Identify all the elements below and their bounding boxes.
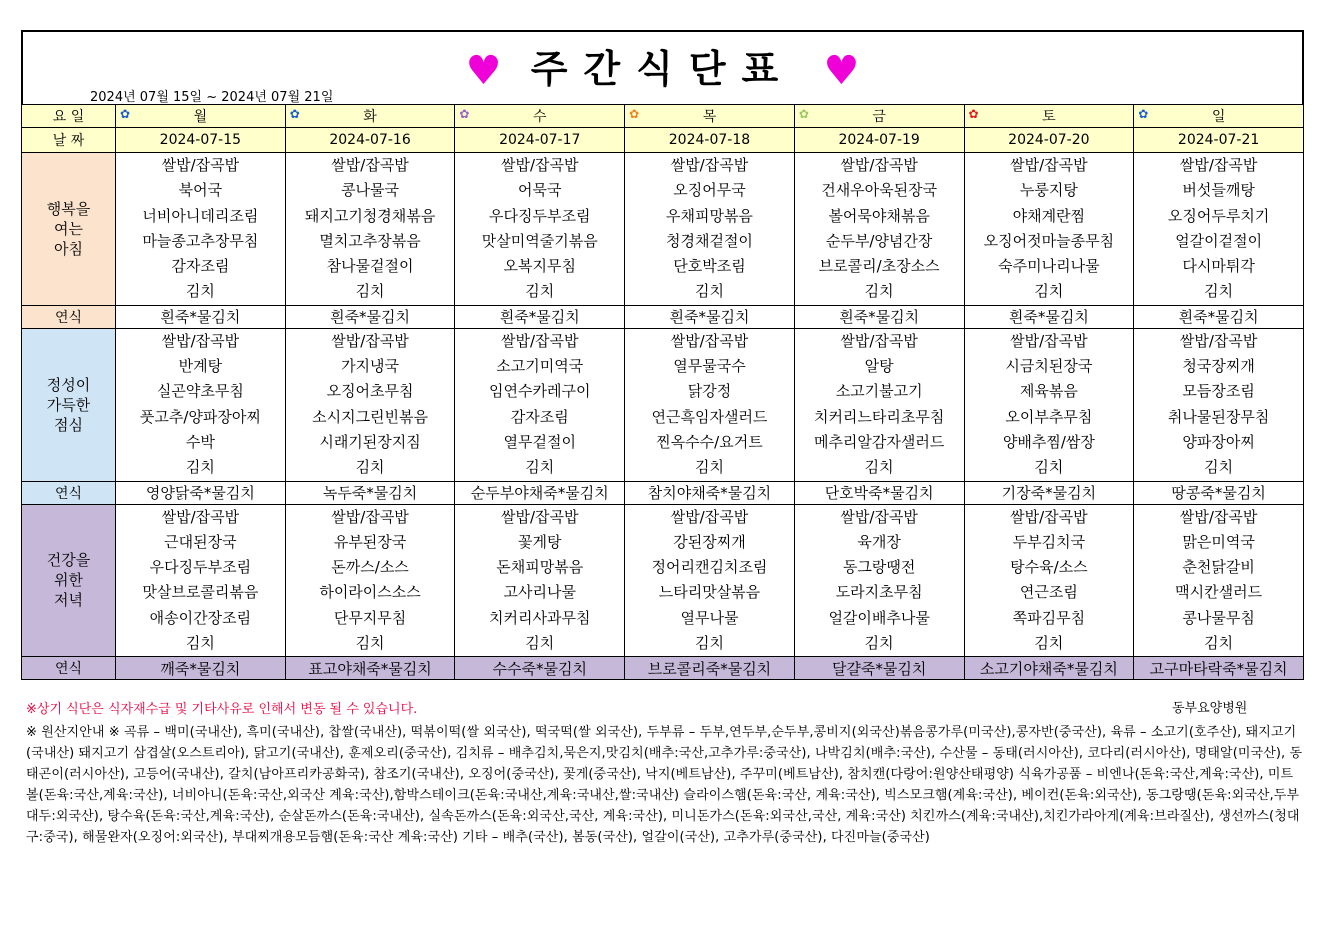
breakfast-menu-cell bbox=[1134, 153, 1304, 306]
day-date: 2024-07-19 bbox=[794, 128, 964, 153]
meal-label-line: 행복을 bbox=[46, 199, 91, 218]
dinner-menu-cell bbox=[1134, 504, 1304, 657]
lunch-snack: 기장죽*물김치 bbox=[964, 481, 1134, 504]
title-text: 주간식단표 bbox=[530, 47, 795, 91]
menu-item: 김치 bbox=[185, 282, 215, 301]
dinner-snack: 달걀죽*물김치 bbox=[794, 657, 964, 680]
lunch-snack: 녹두죽*물김치 bbox=[285, 481, 455, 504]
flower-icon: ✿ bbox=[459, 107, 470, 121]
dinner-snack: 고구마타락죽*물김치 bbox=[1134, 657, 1304, 680]
lunch-snack: 땅콩죽*물김치 bbox=[1134, 481, 1304, 504]
lunch-menu-cell bbox=[455, 328, 625, 481]
breakfast-snack: 흰죽*물김치 bbox=[964, 305, 1134, 328]
menu-item: 청경채겉절이 bbox=[665, 231, 753, 250]
menu-item: 건새우아욱된장국 bbox=[821, 181, 938, 200]
breakfast-snack: 흰죽*물김치 bbox=[285, 305, 455, 328]
lunch-snack: 참치야채죽*물김치 bbox=[625, 481, 795, 504]
menu-item: 탕수육/소스 bbox=[1010, 558, 1088, 577]
dinner-snack: 표고야채죽*물김치 bbox=[285, 657, 455, 680]
menu-table bbox=[21, 104, 1304, 680]
menu-item: 김치 bbox=[1204, 634, 1234, 653]
menu-item: 쌀밥/잡곡밥 bbox=[501, 507, 579, 526]
flower-icon: ✿ bbox=[1138, 107, 1149, 121]
meal-label-line: 점심 bbox=[54, 415, 83, 434]
menu-item: 쌀밥/잡곡밥 bbox=[161, 331, 240, 350]
menu-item: 어묵국 bbox=[518, 181, 562, 200]
dinner-snack: 소고기야채죽*물김치 bbox=[964, 657, 1134, 680]
day-name-cell bbox=[794, 105, 964, 128]
menu-item: 참나물겉절이 bbox=[326, 257, 414, 276]
meal-label-line: 건강을 bbox=[46, 551, 91, 570]
menu-item: 쌀밥/잡곡밥 bbox=[1179, 156, 1258, 174]
heart-icon: ♥ bbox=[465, 48, 502, 94]
flower-icon: ✿ bbox=[289, 107, 300, 121]
menu-item: 콩나물국 bbox=[341, 181, 400, 200]
meal-label-line: 위한 bbox=[54, 571, 83, 590]
meal-label-line: 정성이 bbox=[46, 375, 91, 394]
dinner-snack: 수수죽*물김치 bbox=[455, 657, 625, 680]
menu-item: 맛살브로콜리볶음 bbox=[142, 583, 259, 602]
menu-item: 쌀밥/잡곡밥 bbox=[501, 156, 579, 174]
menu-item: 춘천닭갈비 bbox=[1182, 558, 1255, 577]
menu-item: 찐옥수수/요거트 bbox=[656, 432, 763, 451]
breakfast-menu-cell bbox=[964, 153, 1134, 306]
menu-item: 감자조림 bbox=[171, 257, 230, 276]
menu-item: 너비아니데리조림 bbox=[142, 206, 259, 225]
menu-item: 오징어초무침 bbox=[326, 382, 414, 401]
breakfast-snack: 흰죽*물김치 bbox=[794, 305, 964, 328]
menu-item: 오복지무침 bbox=[503, 257, 576, 276]
menu-item: 정어리캔김치조림 bbox=[651, 558, 768, 577]
day-date: 2024-07-18 bbox=[625, 128, 795, 153]
menu-item: 고사리나물 bbox=[503, 583, 576, 602]
menu-item: 쪽파김무침 bbox=[1012, 608, 1086, 627]
menu-item: 연근조림 bbox=[1019, 583, 1078, 602]
lunch-label bbox=[22, 328, 116, 481]
day-name-cell bbox=[116, 105, 286, 128]
menu-item: 멸치고추장볶음 bbox=[319, 231, 421, 250]
menu-item: 마늘종고추장무침 bbox=[142, 231, 259, 250]
menu-item: 김치 bbox=[694, 282, 724, 301]
day-date: 2024-07-17 bbox=[455, 128, 625, 153]
menu-item: 소고기불고기 bbox=[835, 382, 923, 401]
menu-item: 볼어묵야채볶음 bbox=[828, 206, 930, 225]
lunch-menu-cell bbox=[285, 328, 455, 481]
day-date: 2024-07-16 bbox=[285, 128, 455, 153]
menu-item: 김치 bbox=[694, 458, 724, 477]
menu-item: 돈까스/소스 bbox=[331, 558, 409, 577]
menu-item: 애송이간장조림 bbox=[149, 608, 252, 627]
lunch-menu-cell bbox=[964, 328, 1134, 481]
menu-item: 김치 bbox=[525, 458, 555, 477]
menu-item: 제육볶음 bbox=[1019, 382, 1078, 401]
menu-item: 김치 bbox=[694, 634, 724, 653]
dinner-snack-label: 연식 bbox=[22, 657, 116, 680]
breakfast-snack: 흰죽*물김치 bbox=[116, 305, 286, 328]
menu-item: 오징어두루치기 bbox=[1167, 206, 1270, 225]
menu-item: 실곤약초무침 bbox=[156, 382, 244, 401]
menu-item: 콩나물무침 bbox=[1182, 608, 1255, 627]
menu-item: 닭강정 bbox=[687, 382, 732, 401]
lunch-snack: 단호박죽*물김치 bbox=[794, 481, 964, 504]
menu-item: 반계탕 bbox=[178, 357, 223, 376]
menu-item: 감자조림 bbox=[510, 407, 569, 426]
day-name: 수 bbox=[532, 109, 547, 125]
menu-item: 쌀밥/잡곡밥 bbox=[1179, 331, 1258, 350]
menu-item: 얼갈이배추나물 bbox=[828, 608, 930, 627]
title-box bbox=[21, 30, 1304, 104]
menu-item: 버섯들깨탕 bbox=[1182, 181, 1255, 200]
menu-item: 가지냉국 bbox=[341, 357, 400, 376]
menu-item: 돼지고기청경채볶음 bbox=[304, 206, 436, 225]
date-period: 2024년 07월 15일 ~ 2024년 07월 21일 bbox=[90, 90, 334, 105]
dinner-menu-cell bbox=[116, 504, 286, 657]
menu-item: 근대된장국 bbox=[164, 532, 237, 551]
day-name-cell bbox=[285, 105, 455, 128]
date-label: 날 짜 bbox=[22, 128, 116, 153]
menu-item: 강된장찌개 bbox=[673, 532, 746, 551]
menu-item: 동그랑땡전 bbox=[842, 558, 916, 577]
breakfast-menu-cell bbox=[794, 153, 964, 306]
menu-item: 쌀밥/잡곡밥 bbox=[670, 156, 749, 174]
dinner-menu-cell bbox=[285, 504, 455, 657]
dinner-snack: 깨죽*물김치 bbox=[116, 657, 286, 680]
menu-item: 메추리알감자샐러드 bbox=[813, 432, 945, 451]
menu-item: 브로콜리/초장소스 bbox=[818, 257, 940, 276]
lunch-menu-cell bbox=[625, 328, 795, 481]
menu-item: 김치 bbox=[1034, 458, 1064, 477]
menu-item: 북어국 bbox=[178, 181, 223, 200]
menu-item: 김치 bbox=[525, 634, 555, 653]
day-name: 화 bbox=[363, 109, 377, 125]
menu-item: 쌀밥/잡곡밥 bbox=[840, 331, 918, 350]
dinner-menu-cell bbox=[625, 504, 795, 657]
flower-icon: ✿ bbox=[120, 107, 131, 121]
heart-icon: ♥ bbox=[823, 48, 860, 94]
menu-item: 야채계란찜 bbox=[1012, 206, 1086, 225]
menu-item: 치커리느타리초무침 bbox=[813, 407, 945, 426]
menu-item: 쌀밥/잡곡밥 bbox=[331, 156, 409, 174]
breakfast-snack: 흰죽*물김치 bbox=[1134, 305, 1304, 328]
day-label: 요 일 bbox=[22, 105, 116, 128]
menu-item: 쌀밥/잡곡밥 bbox=[670, 331, 749, 350]
breakfast-snack: 흰죽*물김치 bbox=[455, 305, 625, 328]
menu-item: 김치 bbox=[355, 458, 385, 477]
day-name: 일 bbox=[1211, 109, 1226, 125]
meal-label-line: 아침 bbox=[54, 239, 83, 258]
menu-item: 김치 bbox=[185, 634, 215, 653]
menu-item: 수박 bbox=[185, 432, 215, 451]
menu-item: 오징어젓마늘종무침 bbox=[983, 231, 1115, 250]
day-name: 목 bbox=[702, 109, 717, 125]
breakfast-menu-cell bbox=[285, 153, 455, 306]
day-date: 2024-07-15 bbox=[116, 128, 286, 153]
menu-item: 김치 bbox=[864, 634, 894, 653]
menu-item: 쌀밥/잡곡밥 bbox=[1010, 331, 1088, 350]
day-name-cell bbox=[455, 105, 625, 128]
menu-item: 김치 bbox=[1204, 458, 1234, 477]
menu-item: 쌀밥/잡곡밥 bbox=[840, 507, 918, 526]
origin-info: ※ 원산지안내 ※ 곡류 – 백미(국내산), 흑미(국내산), 찹쌀(국내산), 떡볶이떡(쌀 외국산), 떡국떡(쌀 외국산), 두부류 – 두부,연두부,순두부,콩비지(외국산)볶음콩가루(미국산),콩자반(중국산), 육류 – 소고기(호주산), 돼지고기(국내산) 돼지고기 삼겹살(오스트리아), 닭고기(국내산), 훈제오리(중국산), 김치류 – 배추김치,묵은지,맛김치(배추:국산,고추가루:중국산), 나박김치(배추:국산), 수산물 – 동태(러시아산), 코다리(러시아산), 명태알(미국산), 동태곤이(러시아산), 고등어(국내산), 갈치(남아프리카공화국), 참조기(국내산), 오징어(중국산), 꽃게(중국산), 낙지(베트남산), 주꾸미(베트남산), 참치캔(다랑어:원양산태평양) 식육가공품 – 비엔나(돈육:국산,계육:국산), 미트볼(돈육:국산,계육:국산), 너비아니(돈육:국산,외국산 계육:국산),함박스테이크(돈육:국내산,계육:국내산,쌀:국내산) 슬라이스햄(돈육:국산, 계육:국산), 빅스모크햄(계육:국산), 베이컨(돈육:외국산), 동그랑땡(돈육:외국산,두부대두:외국산), 탕수육(돈육:국산,계육:국산), 순살돈까스(돈육:국내산), 실속돈까스(돈육:외국산,국산, 계육:국산), 미니돈가스(돈육:외국산,국산, 계육:국산) 치킨까스(계육:국내산),치킨가라아게(계육:브라질산), 생선까스(청대구:중국), 해물완자(오징어:외국산), 부대찌개용모듬햄(돈육:국산 계육:국산) 기타 – 배추(국산), 봄동(국산), 얼갈이(국산), 고추가루(중국산), 다진마늘(중국산) bbox=[26, 725, 1303, 845]
menu-item: 우채피망볶음 bbox=[665, 206, 753, 225]
menu-item: 쌀밥/잡곡밥 bbox=[1179, 507, 1258, 526]
menu-item: 치커리사과무침 bbox=[489, 608, 591, 627]
menu-item: 김치 bbox=[185, 458, 215, 477]
menu-item: 하이라이스소스 bbox=[319, 583, 421, 602]
menu-item: 소고기미역국 bbox=[496, 357, 584, 376]
menu-item: 두부김치국 bbox=[1012, 532, 1086, 551]
change-notice: ※상기 식단은 식자재수급 및 기타사유로 인해서 변동 될 수 있습니다. bbox=[26, 702, 418, 717]
breakfast-label bbox=[22, 153, 116, 306]
menu-item: 풋고추/양파장아찌 bbox=[139, 407, 261, 426]
menu-item: 양파장아찌 bbox=[1182, 432, 1255, 451]
dinner-menu-cell bbox=[964, 504, 1134, 657]
menu-item: 시금치된장국 bbox=[1005, 357, 1093, 376]
menu-item: 맥시칸샐러드 bbox=[1175, 583, 1263, 602]
dinner-snack: 브로콜리죽*물김치 bbox=[625, 657, 795, 680]
menu-item: 시래기된장지짐 bbox=[319, 432, 421, 451]
breakfast-snack: 흰죽*물김치 bbox=[625, 305, 795, 328]
menu-item: 쌀밥/잡곡밥 bbox=[161, 507, 240, 526]
dinner-label bbox=[22, 504, 116, 657]
day-name: 금 bbox=[872, 109, 886, 125]
menu-item: 단무지무침 bbox=[333, 608, 407, 627]
menu-item: 열무물국수 bbox=[673, 357, 746, 376]
lunch-menu-cell bbox=[116, 328, 286, 481]
breakfast-snack-label: 연식 bbox=[22, 305, 116, 328]
menu-item: 김치 bbox=[355, 282, 385, 301]
day-date: 2024-07-20 bbox=[964, 128, 1134, 153]
breakfast-menu-cell bbox=[455, 153, 625, 306]
menu-item: 취나물된장무침 bbox=[1167, 407, 1270, 426]
menu-item: 김치 bbox=[864, 282, 894, 301]
menu-item: 육개장 bbox=[857, 532, 901, 551]
menu-item: 모듬장조림 bbox=[1182, 382, 1255, 401]
menu-item: 연근흑임자샐러드 bbox=[651, 407, 768, 426]
menu-item: 느타리맛살볶음 bbox=[658, 583, 761, 602]
meal-label-line: 가득한 bbox=[46, 395, 91, 414]
menu-item: 다시마튀각 bbox=[1182, 257, 1255, 276]
menu-item: 양배추찜/쌈장 bbox=[1002, 432, 1095, 451]
menu-item: 얼갈이겉절이 bbox=[1175, 231, 1263, 250]
menu-item: 김치 bbox=[1034, 282, 1064, 301]
menu-item: 오이부추무침 bbox=[1005, 407, 1093, 426]
dinner-menu-cell bbox=[455, 504, 625, 657]
menu-item: 김치 bbox=[525, 282, 555, 301]
breakfast-menu-cell bbox=[116, 153, 286, 306]
day-date: 2024-07-21 bbox=[1134, 128, 1304, 153]
meal-label-line: 여는 bbox=[54, 219, 83, 238]
menu-item: 순두부/양념간장 bbox=[825, 231, 933, 250]
lunch-snack-label: 연식 bbox=[22, 481, 116, 504]
lunch-menu-cell bbox=[794, 328, 964, 481]
hospital-name: 동부요양병원 bbox=[1172, 701, 1248, 716]
flower-icon: ✿ bbox=[968, 107, 979, 121]
menu-item: 돈채피망볶음 bbox=[496, 558, 584, 577]
breakfast-menu-cell bbox=[625, 153, 795, 306]
menu-item: 우다징두부조림 bbox=[149, 558, 252, 577]
day-name: 토 bbox=[1042, 109, 1056, 125]
menu-item: 김치 bbox=[864, 458, 894, 477]
menu-item: 쌀밥/잡곡밥 bbox=[331, 507, 409, 526]
day-name-cell bbox=[625, 105, 795, 128]
menu-item: 꽃게탕 bbox=[518, 532, 562, 551]
menu-item: 누룽지탕 bbox=[1019, 181, 1078, 200]
menu-item: 김치 bbox=[355, 634, 385, 653]
day-name: 월 bbox=[193, 109, 208, 125]
lunch-menu-cell bbox=[1134, 328, 1304, 481]
flower-icon: ✿ bbox=[629, 107, 640, 121]
meal-label-line: 저녁 bbox=[54, 591, 83, 610]
menu-item: 오징어무국 bbox=[673, 181, 746, 200]
menu-item: 쌀밥/잡곡밥 bbox=[670, 507, 749, 526]
dinner-menu-cell bbox=[794, 504, 964, 657]
menu-item: 임연수카레구이 bbox=[489, 382, 591, 401]
menu-item: 숙주미나리나물 bbox=[998, 257, 1100, 276]
menu-item: 단호박조림 bbox=[673, 257, 746, 276]
menu-item: 맑은미역국 bbox=[1182, 532, 1255, 551]
menu-item: 알탕 bbox=[864, 357, 894, 376]
day-name-cell bbox=[964, 105, 1134, 128]
lunch-snack: 영양닭죽*물김치 bbox=[116, 481, 286, 504]
menu-item: 쌀밥/잡곡밥 bbox=[840, 156, 918, 174]
menu-item: 열무겉절이 bbox=[503, 432, 576, 451]
menu-item: 김치 bbox=[1204, 282, 1234, 301]
menu-item: 소시지그린빈볶음 bbox=[312, 407, 429, 426]
menu-item: 열무나물 bbox=[680, 608, 739, 627]
menu-item: 청국장찌개 bbox=[1182, 357, 1255, 376]
menu-item: 쌀밥/잡곡밥 bbox=[161, 156, 240, 174]
lunch-snack: 순두부야채죽*물김치 bbox=[455, 481, 625, 504]
menu-item: 김치 bbox=[1034, 634, 1064, 653]
day-name-cell bbox=[1134, 105, 1304, 128]
menu-item: 유부된장국 bbox=[333, 532, 407, 551]
menu-item: 쌀밥/잡곡밥 bbox=[1010, 156, 1088, 174]
menu-item: 쌀밥/잡곡밥 bbox=[501, 331, 579, 350]
menu-item: 쌀밥/잡곡밥 bbox=[1010, 507, 1088, 526]
flower-icon: ✿ bbox=[798, 107, 809, 121]
menu-item: 우다징두부조림 bbox=[489, 206, 591, 225]
menu-item: 맛살미역줄기볶음 bbox=[481, 231, 598, 250]
menu-item: 도라지초무침 bbox=[835, 583, 923, 602]
menu-item: 쌀밥/잡곡밥 bbox=[331, 331, 409, 350]
